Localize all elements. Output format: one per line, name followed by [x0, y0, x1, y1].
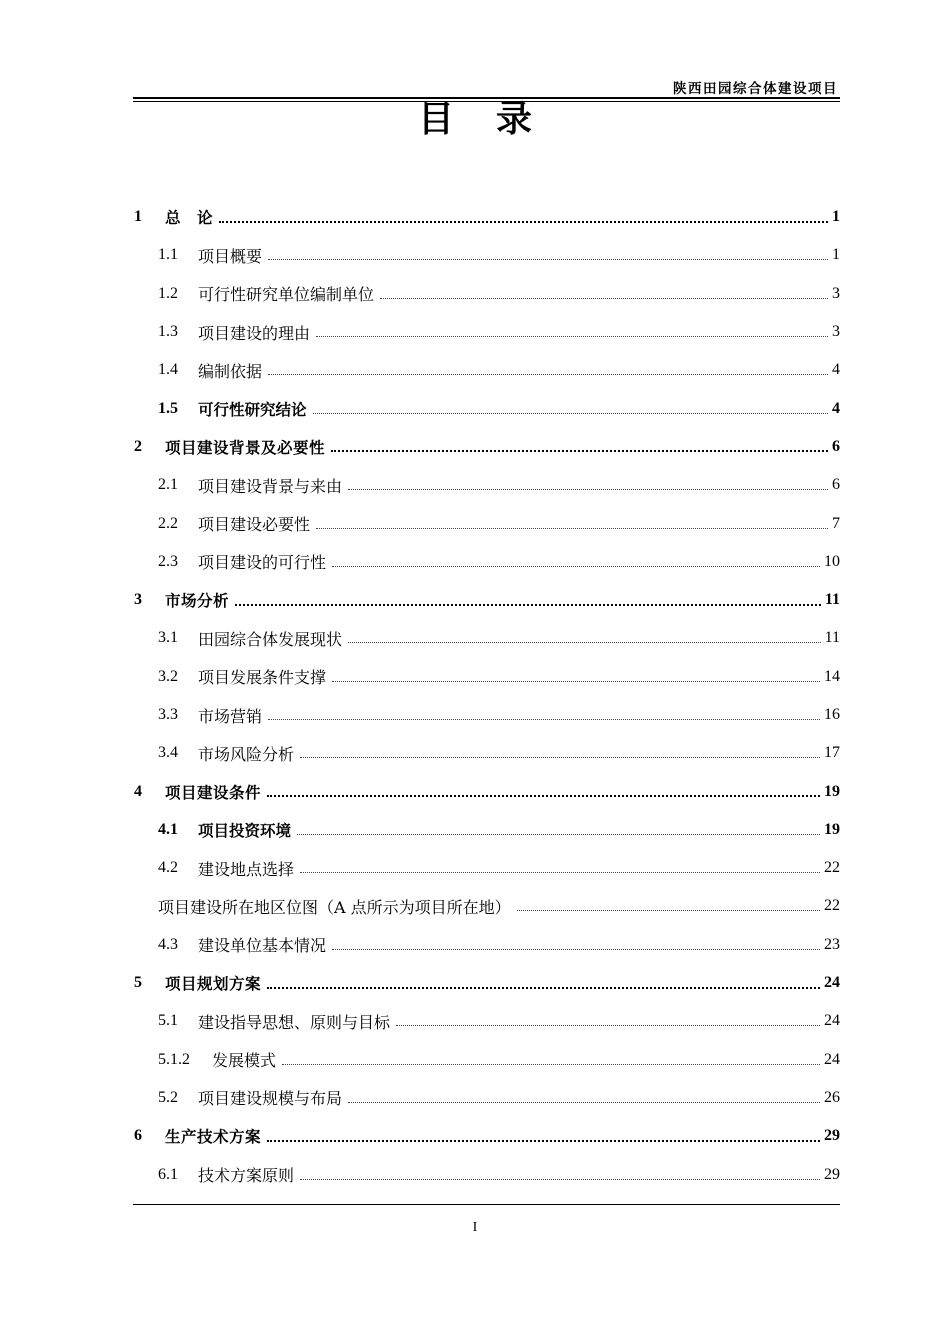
toc-dot-leader [300, 756, 820, 758]
toc-dot-leader [316, 335, 828, 337]
toc-entry-page: 11 [824, 591, 840, 609]
toc-entry[interactable] [134, 619, 840, 657]
toc-entry-title: 编制依据 [198, 361, 263, 381]
toc-entry[interactable] [134, 658, 840, 696]
table-of-contents [134, 198, 840, 1194]
toc-entry-page: 19 [824, 782, 840, 800]
toc-entry-page: 17 [824, 744, 840, 762]
toc-entry[interactable] [134, 581, 840, 619]
toc-entry-number: 1.2 [158, 284, 178, 302]
toc-dot-leader [348, 488, 828, 490]
toc-entry-number: 6.1 [158, 1165, 178, 1183]
toc-entry-number: 5.1.2 [158, 1050, 190, 1068]
toc-entry-number: 4.1 [158, 820, 178, 838]
toc-entry-page: 7 [832, 514, 840, 532]
toc-entry-title: 田园综合体发展现状 [198, 629, 343, 649]
toc-dot-leader [297, 833, 820, 835]
toc-dot-leader [268, 373, 828, 375]
toc-entry-title: 项目规划方案 [165, 975, 262, 994]
toc-entry[interactable] [134, 389, 840, 427]
toc-entry-title: 项目发展条件支撑 [198, 668, 327, 688]
toc-entry[interactable] [134, 313, 840, 351]
toc-entry-title: 项目建设条件 [165, 783, 262, 802]
toc-entry-page: 3 [832, 284, 840, 302]
toc-entry-title: 市场风险分析 [198, 744, 295, 764]
toc-entry-page: 26 [824, 1088, 840, 1106]
toc-entry[interactable] [134, 1041, 840, 1079]
toc-entry-title: 市场营销 [198, 706, 263, 726]
toc-entry-number: 1.4 [158, 361, 178, 379]
toc-entry-title: 技术方案原则 [198, 1166, 295, 1186]
toc-entry[interactable] [134, 1079, 840, 1117]
toc-entry-title: 项目概要 [198, 246, 263, 266]
toc-entry-page: 1 [832, 208, 840, 226]
toc-entry-title: 总 论 [165, 209, 214, 228]
page-number: I [472, 1220, 478, 1235]
toc-dot-leader [268, 258, 828, 260]
toc-entry-number: 2.1 [158, 476, 178, 494]
toc-entry-title: 生产技术方案 [165, 1128, 262, 1147]
toc-dot-leader [313, 412, 828, 414]
toc-entry-page: 10 [824, 552, 840, 570]
toc-entry[interactable] [134, 428, 840, 466]
toc-entry-number: 5.1 [158, 1012, 178, 1030]
toc-dot-leader [396, 1024, 820, 1026]
toc-entry[interactable] [134, 466, 840, 504]
toc-entry-title: 项目建设背景与来由 [198, 476, 343, 496]
toc-entry-number: 5.2 [158, 1088, 178, 1106]
toc-entry-title: 项目投资环境 [198, 821, 292, 840]
toc-entry-title: 建设指导思想、原则与目标 [198, 1012, 391, 1032]
toc-entry-number: 2.3 [158, 552, 178, 570]
toc-entry-page: 4 [832, 361, 840, 379]
toc-dot-leader [267, 794, 820, 797]
toc-entry-page: 29 [824, 1127, 840, 1145]
toc-entry-title: 可行性研究结论 [198, 400, 307, 419]
toc-entry[interactable] [134, 275, 840, 313]
toc-entry-number: 6 [134, 1127, 142, 1145]
toc-entry-page: 24 [824, 1012, 840, 1030]
toc-dot-leader [267, 986, 820, 989]
toc-entry[interactable] [134, 696, 840, 734]
toc-entry-title: 项目建设的理由 [198, 323, 311, 343]
toc-dot-leader [348, 1101, 820, 1103]
toc-entry-number: 1.3 [158, 323, 178, 341]
toc-entry-title: 项目建设规模与布局 [198, 1089, 343, 1109]
toc-entry[interactable] [134, 504, 840, 542]
toc-entry[interactable] [134, 964, 840, 1002]
toc-entry[interactable] [134, 811, 840, 849]
toc-dot-leader [332, 680, 820, 682]
toc-entry-title: 发展模式 [212, 1051, 277, 1071]
toc-entry[interactable] [134, 1155, 840, 1193]
toc-entry-page: 29 [824, 1165, 840, 1183]
toc-entry-title: 项目建设所在地区位图（A 点所示为项目所在地） [158, 897, 511, 917]
toc-entry-page: 16 [824, 706, 840, 723]
toc-dot-leader [348, 641, 821, 643]
toc-entry[interactable] [134, 198, 840, 236]
toc-dot-leader [300, 871, 820, 873]
toc-entry-title: 建设单位基本情况 [198, 936, 327, 956]
toc-entry-title: 项目建设必要性 [198, 515, 311, 535]
toc-entry-page: 24 [824, 974, 840, 992]
toc-entry-title: 可行性研究单位编制单位 [198, 285, 375, 305]
toc-dot-leader [267, 1139, 820, 1142]
toc-entry-number: 1 [134, 208, 142, 226]
toc-entry-page: 19 [824, 820, 840, 838]
toc-entry-number: 1.5 [158, 399, 178, 417]
toc-entry-number: 2 [134, 437, 142, 455]
toc-entry-number: 1.1 [158, 246, 178, 264]
running-header-title: 陕西田园综合体建设项目 [673, 81, 838, 97]
toc-dot-leader [517, 909, 820, 911]
toc-entry-page: 14 [824, 667, 840, 685]
toc-entry-page: 24 [824, 1050, 840, 1068]
toc-entry[interactable] [134, 926, 840, 964]
toc-entry-title: 项目建设的可行性 [198, 553, 327, 573]
toc-entry-page: 1 [832, 246, 840, 264]
toc-entry[interactable] [134, 734, 840, 772]
toc-entry-page: 22 [824, 897, 840, 915]
toc-dot-leader [282, 1063, 820, 1065]
toc-dot-leader [380, 297, 828, 299]
toc-entry[interactable] [134, 1117, 840, 1155]
toc-entry[interactable] [134, 772, 840, 810]
toc-entry[interactable] [134, 543, 840, 581]
toc-entry-title: 市场分析 [165, 592, 230, 611]
toc-entry-number: 3.3 [158, 706, 178, 723]
toc-dot-leader [219, 220, 828, 223]
toc-entry[interactable] [134, 236, 840, 274]
toc-dot-leader [331, 449, 828, 452]
toc-dot-leader [268, 718, 820, 720]
toc-entry-title: 建设地点选择 [198, 859, 295, 879]
toc-entry-number: 3 [134, 591, 142, 609]
toc-dot-leader [300, 1178, 820, 1180]
toc-entry-number: 4.2 [158, 859, 178, 877]
toc-entry-page: 23 [824, 935, 840, 953]
toc-entry-title: 项目建设背景及必要性 [165, 438, 326, 457]
document-title: 目录 [417, 99, 574, 140]
toc-dot-leader [235, 603, 821, 606]
toc-entry-number: 3.4 [158, 744, 178, 762]
toc-entry[interactable] [134, 887, 840, 925]
toc-entry-page: 6 [832, 476, 840, 494]
toc-entry[interactable] [134, 1002, 840, 1040]
toc-entry-number: 3.1 [158, 629, 178, 647]
toc-dot-leader [332, 565, 820, 567]
toc-entry[interactable] [134, 351, 840, 389]
toc-entry-page: 11 [824, 629, 840, 647]
toc-dot-leader [332, 948, 820, 950]
toc-entry-page: 3 [832, 323, 840, 341]
footer-rule [133, 1204, 840, 1205]
toc-entry-number: 4 [134, 782, 142, 800]
toc-entry-page: 6 [832, 437, 840, 455]
toc-entry-number: 3.2 [158, 667, 178, 685]
toc-entry[interactable] [134, 849, 840, 887]
toc-entry-page: 22 [824, 859, 840, 877]
toc-entry-number: 4.3 [158, 935, 178, 953]
toc-dot-leader [316, 527, 828, 529]
toc-entry-number: 2.2 [158, 514, 178, 532]
toc-entry-number: 5 [134, 974, 142, 992]
toc-entry-page: 4 [832, 399, 840, 417]
